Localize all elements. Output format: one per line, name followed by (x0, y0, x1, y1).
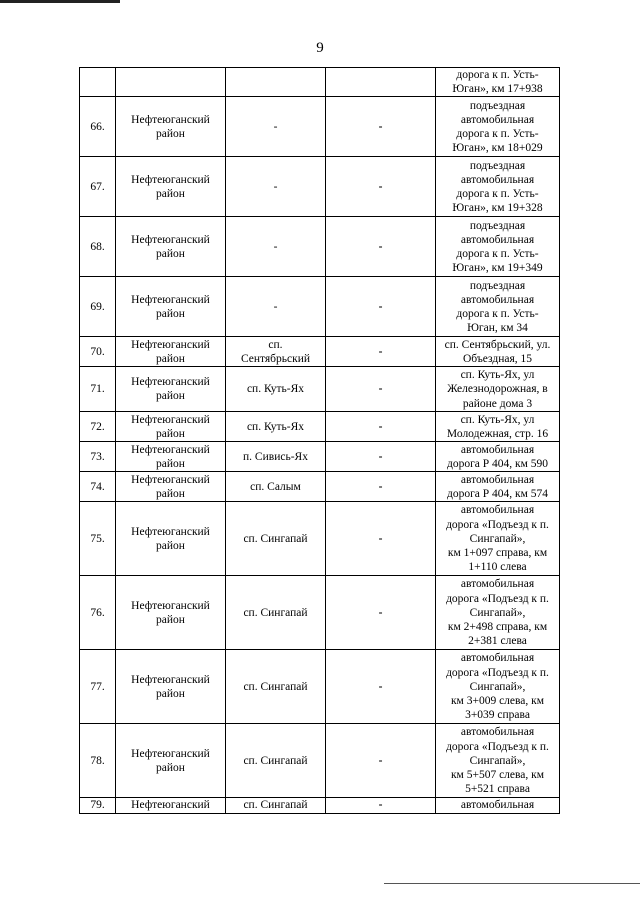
cell-dash: - (326, 157, 436, 217)
cell-settlement (226, 412, 326, 442)
location-line: Юган», км 19+328 (452, 202, 543, 215)
cell-settlement (226, 277, 326, 337)
district-line: район (156, 247, 185, 260)
district-line: район (156, 390, 185, 403)
district-line: Нефтеюганский (131, 673, 210, 686)
cell-location (436, 217, 560, 277)
cell-settlement (226, 442, 326, 472)
location-line: автомобильная (460, 578, 535, 591)
cell-dash: - (326, 97, 436, 157)
scan-edge-mark (0, 0, 120, 3)
district-line: район (156, 307, 185, 320)
cell-district (116, 217, 226, 277)
cell-location (436, 576, 560, 650)
location-line: подъездная (469, 159, 526, 172)
cell-dash: - (326, 337, 436, 367)
location-line: 5+521 справа (465, 783, 530, 796)
cell-settlement (226, 502, 326, 576)
cell-settlement (226, 217, 326, 277)
district-line: Нефтеюганский (131, 113, 210, 126)
district-line: Нефтеюганский (131, 525, 210, 538)
cell-number: 75. (80, 502, 116, 576)
location-line: автомобильная (460, 173, 535, 186)
district-line: район (156, 487, 185, 500)
district-line: район (156, 613, 185, 626)
location-line: автомобильная (460, 652, 535, 665)
table-row (80, 412, 560, 442)
cell-location (436, 97, 560, 157)
location-line: дорога к п. Усть- (456, 247, 539, 260)
location-line: автомобильная (460, 473, 535, 486)
location-line: дорога Р 404, км 590 (446, 457, 549, 470)
cell-number: 76. (80, 576, 116, 650)
cell-district (116, 367, 226, 412)
cell-dash: - (326, 650, 436, 724)
cell-district (116, 724, 226, 798)
location-line: дорога к п. Усть- (456, 127, 539, 140)
location-line: подъездная (469, 99, 526, 112)
cell-number (80, 68, 116, 97)
location-line: дорога «Подъезд к п. (446, 592, 549, 605)
district-line: Нефтеюганский (131, 233, 210, 246)
cell-settlement (226, 650, 326, 724)
location-line: км 3+009 слева, км (450, 695, 545, 707)
settlement-line: - (273, 240, 278, 253)
document-table (79, 67, 560, 814)
location-line: 2+381 слева (468, 635, 527, 648)
location-line: автомобильная (460, 799, 535, 812)
location-line: Юган», км 19+349 (452, 262, 543, 275)
district-line: Нефтеюганский (131, 338, 210, 351)
cell-location (436, 724, 560, 798)
settlement-line: Сентябрьский (240, 352, 311, 365)
cell-location (436, 367, 560, 412)
cell-district (116, 472, 226, 502)
cell-district (116, 650, 226, 724)
table-row (80, 502, 560, 576)
table-row (80, 472, 560, 502)
location-line: автомобильная (460, 293, 535, 306)
location-line: км 2+498 справа, км (447, 621, 548, 633)
settlement-line: - (273, 300, 278, 313)
table-row (80, 576, 560, 650)
cell-district (116, 97, 226, 157)
cell-district (116, 412, 226, 442)
cell-dash: - (326, 472, 436, 502)
table-row (80, 337, 560, 367)
table-row (80, 650, 560, 724)
cell-number: 69. (80, 277, 116, 337)
page-number: 9 (316, 40, 324, 56)
district-line: Нефтеюганский (131, 443, 210, 456)
location-line: Юган, км 34 (467, 322, 528, 335)
location-line: сп. Сентябрьский, ул. (444, 338, 551, 351)
cell-dash: - (326, 277, 436, 337)
location-line: км 1+097 справа, км (447, 547, 548, 559)
district-line: район (156, 127, 185, 140)
cell-location (436, 337, 560, 367)
location-line: дорога к п. Усть- (456, 307, 539, 320)
cell-district (116, 68, 226, 97)
table-row (80, 442, 560, 472)
location-line: дорога «Подъезд к п. (446, 740, 549, 753)
location-line: Сингапай», (469, 532, 526, 545)
location-line: автомобильная (460, 113, 535, 126)
settlement-line: сп. Сингапай (243, 754, 308, 767)
location-line: дорога к п. Усть- (456, 187, 539, 200)
cell-dash: - (326, 442, 436, 472)
district-line: район (156, 539, 185, 552)
cell-settlement (226, 97, 326, 157)
cell-dash: - (326, 576, 436, 650)
location-line: 1+110 слева (468, 561, 527, 574)
cell-location (436, 442, 560, 472)
location-line: автомобильная (460, 233, 535, 246)
district-line: район (156, 761, 185, 774)
location-line: сп. Куть-Ях, ул (460, 369, 535, 382)
table-row (80, 157, 560, 217)
cell-number: 78. (80, 724, 116, 798)
cell-dash: - (326, 217, 436, 277)
location-line: Железнодорожная, в (447, 383, 548, 396)
location-line: Юган», км 17+938 (452, 83, 543, 96)
cell-settlement (226, 576, 326, 650)
table-row (80, 97, 560, 157)
location-line: Объездная, 15 (462, 352, 533, 365)
cell-number: 67. (80, 157, 116, 217)
cell-district (116, 157, 226, 217)
cell-location (436, 277, 560, 337)
cell-location (436, 650, 560, 724)
table-row (80, 724, 560, 798)
settlement-line: сп. Сингапай (243, 606, 308, 619)
cell-number: 72. (80, 412, 116, 442)
settlement-line: сп. Куть-Ях (246, 383, 305, 396)
cell-number: 70. (80, 337, 116, 367)
cell-location (436, 472, 560, 502)
cell-district (116, 337, 226, 367)
district-line: Нефтеюганский (131, 599, 210, 612)
table-row (80, 367, 560, 412)
location-line: районе дома 3 (462, 397, 533, 410)
cell-number: 74. (80, 472, 116, 502)
cell-location (436, 68, 560, 97)
settlement-line: сп. Куть-Ях (246, 420, 305, 433)
location-line: сп. Куть-Ях, ул (460, 413, 535, 426)
cell-dash (326, 68, 436, 97)
cell-location (436, 412, 560, 442)
district-line: Нефтеюганский (131, 473, 210, 486)
cell-settlement (226, 724, 326, 798)
cell-settlement (226, 798, 326, 813)
location-line: дорога «Подъезд к п. (446, 518, 549, 531)
settlement-line: сп. (268, 338, 283, 351)
district-line: Нефтеюганский (131, 293, 210, 306)
cell-location (436, 798, 560, 813)
table-row (80, 217, 560, 277)
cell-district (116, 502, 226, 576)
table-row-continuation (80, 68, 560, 97)
cell-settlement (226, 367, 326, 412)
district-line: район (156, 352, 185, 365)
table-body (80, 68, 560, 814)
cell-location (436, 502, 560, 576)
district-line: Нефтеюганский (131, 413, 210, 426)
cell-number: 68. (80, 217, 116, 277)
cell-district (116, 576, 226, 650)
cell-district (116, 277, 226, 337)
settlement-line: сп. Сингапай (243, 532, 308, 545)
cell-number: 71. (80, 367, 116, 412)
location-line: автомобильная (460, 443, 535, 456)
location-line: дорога к п. Усть- (456, 69, 539, 81)
cell-district (116, 442, 226, 472)
cell-settlement (226, 68, 326, 97)
district-line: район (156, 427, 185, 440)
location-line: подъездная (469, 219, 526, 232)
cell-dash: - (326, 412, 436, 442)
district-line: Нефтеюганский (131, 747, 210, 760)
cell-number: 77. (80, 650, 116, 724)
footer-rule (384, 883, 640, 884)
table-row (80, 798, 560, 813)
settlement-line: - (273, 120, 278, 133)
location-line: Сингапай», (469, 754, 526, 767)
cell-settlement (226, 472, 326, 502)
cell-number: 79. (80, 798, 116, 813)
cell-settlement (226, 157, 326, 217)
cell-number: 73. (80, 442, 116, 472)
location-line: Юган», км 18+029 (452, 142, 543, 155)
district-line: Нефтеюганский (131, 799, 210, 812)
location-line: дорога «Подъезд к п. (446, 666, 549, 679)
settlement-line: сп. Салым (250, 480, 301, 493)
district-line: район (156, 187, 185, 200)
settlement-line: п. Сивись-Ях (243, 450, 308, 463)
settlement-line: сп. Сингапай (243, 799, 308, 812)
location-line: дорога Р 404, км 574 (446, 487, 549, 500)
location-line: Сингапай», (469, 680, 526, 693)
location-line: Сингапай», (469, 606, 526, 619)
cell-number: 66. (80, 97, 116, 157)
district-line: район (156, 687, 185, 700)
location-line: автомобильная (460, 726, 535, 739)
district-line: Нефтеюганский (131, 376, 210, 389)
cell-dash: - (326, 798, 436, 813)
location-line: км 5+507 слева, км (450, 769, 545, 781)
cell-dash: - (326, 502, 436, 576)
settlement-line: - (273, 180, 278, 193)
location-line: подъездная (469, 279, 526, 292)
cell-dash: - (326, 724, 436, 798)
settlement-line: сп. Сингапай (243, 680, 308, 693)
table-row (80, 277, 560, 337)
cell-settlement (226, 337, 326, 367)
district-line: Нефтеюганский (131, 173, 210, 186)
cell-district (116, 798, 226, 813)
cell-dash: - (326, 367, 436, 412)
location-line: автомобильная (460, 504, 535, 517)
district-line: район (156, 457, 185, 470)
cell-location (436, 157, 560, 217)
location-line: 3+039 справа (465, 709, 530, 722)
location-line: Молодежная, стр. 16 (446, 427, 549, 440)
